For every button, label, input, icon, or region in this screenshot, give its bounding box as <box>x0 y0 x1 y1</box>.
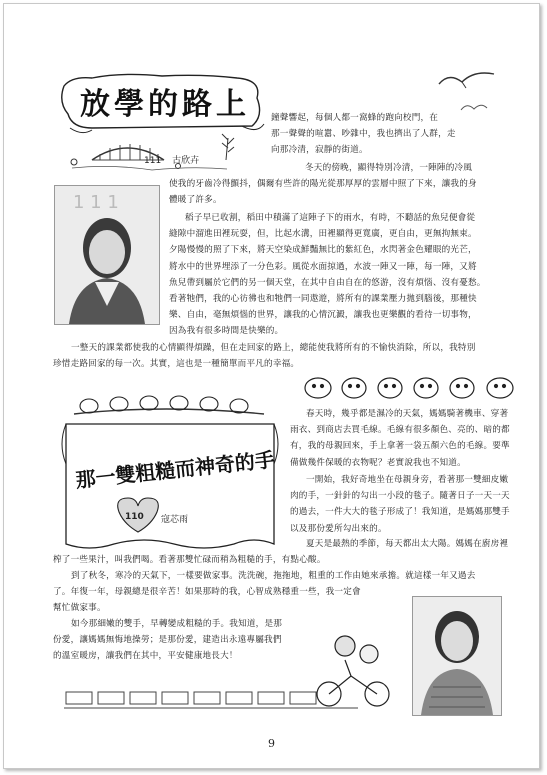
photo1-sign: 1 1 1 <box>73 192 119 213</box>
article2-paragraph-2: 一開始，我好奇地坐在母親身旁，看著那一雙細皮嫩 肉的手，一針針的勾出一小段的毯子。隨著日子一天一天 的過去，一件大大的毯子形成了！我知道，是媽媽那雙手 以及那份愛所勾出來的。 <box>290 475 510 534</box>
cartoon-animals-divider <box>302 370 522 402</box>
cartoon-train-divider <box>62 688 362 710</box>
article2-author-class: 110 <box>125 512 144 522</box>
article1-paragraph-3: 稻子早已收割，稻田中積滿了這陣子下的雨水，有時，不聽話的魚兒便會從 縫隙中溜進田裡玩耍，但，比起水溝，田裡顯得更寬廣，更自由，更無拘無束。 夕陽慢慢的照了下來，將天空染成鮮豔無比的紫紅色，水閃著金色耀眼的光芒， 將水中的世界埋添了一分色彩。風從水面掠過，水波一陣又一陣，每一陣，又將 魚兒帶到屬於它們的另一個天堂，在其中自由自在的悠游，沒有煩惱、沒有憂愁。 看著牠們，我的心彷彿也和牠們一同遨遊，將所有的課業壓力拋到腦後，那種快 樂、自由，毫無煩惱的世界，讓我的心情沉澱，讓我也更樂觀的看待一切事物， 因為我有很多時間是快樂的。 <box>169 213 486 337</box>
document-page <box>3 3 540 769</box>
article2-paragraph-4: 到了秋冬，寒冷的天氣下，一樣要做家事。洗洗碗，拖拖地，粗重的工作由她來承擔。就這樣一年又過去 了。年復一年，母親總是很辛苦！如果那時的我，心智成熟穩重一些，我一定會 幫忙做家事。 <box>53 571 476 614</box>
article2-title: 那一雙粗糙而神奇的手 <box>74 447 276 493</box>
article1-author-name: 古欣卉 <box>172 156 200 166</box>
student-photo-1 <box>54 185 160 325</box>
article2-paragraph-5: 如今那細嫩的雙手，早轉變成粗糙的手。我知道，是那 份愛，讓媽媽無悔地操勞；是那份愛，建造出永遠專屬我們 的溫室暖房，讓我們在其中，平安健康地長大！ <box>53 619 283 662</box>
article1-paragraph-2: 冬天的傍晚，顯得特別冷清，一陣陣的冷風 使我的牙齒冷得顫抖，偶爾有些許的陽光從那厚厚的雲層中照了下來，讓我的身 體暖了許多。 <box>169 163 477 206</box>
page-number: 9 <box>268 737 275 750</box>
seagull-icon <box>434 64 504 94</box>
article2-paragraph-1: 春天時，幾乎都是濕冷的天氣，媽媽騎著機車、穿著 雨衣、到商店去買毛線。毛線有很多顏色、亮的、暗的都 有，我的母親回來，手上拿著一袋五顏六色的毛線。要準 備做幾件保暖的衣物呢？老實說我也不知道。 <box>290 409 510 468</box>
student-photo-2 <box>412 596 502 716</box>
article1-paragraph-1: 鐘聲響起，每個人都一窩蜂的跑向校門，在 那一聲聲的喧囂、吵雜中，我也擠出了人群，走 向那冷清，寂靜的街道。 <box>271 113 456 156</box>
article1-author-class: 111 <box>144 156 162 166</box>
article1-paragraph-4: 一整天的課業都使我的心情顯得煩躁，但在走回家的路上，總能使我將所有的不愉快消除，所以，我特別 珍惜走路回家的每一次。其實，這也是一種簡單而平凡的幸福。 <box>53 343 476 370</box>
article2-paragraph-3: 夏天是最熱的季節，每天都出太大陽。媽媽在廚房裡 榨了一些果汁，叫我們喝。看著那雙忙碌而稍為粗糙的手，有點心酸。 <box>53 539 509 566</box>
article1-title: 放學的路上 <box>80 87 250 122</box>
article2-author-name: 寇芯雨 <box>161 515 189 525</box>
